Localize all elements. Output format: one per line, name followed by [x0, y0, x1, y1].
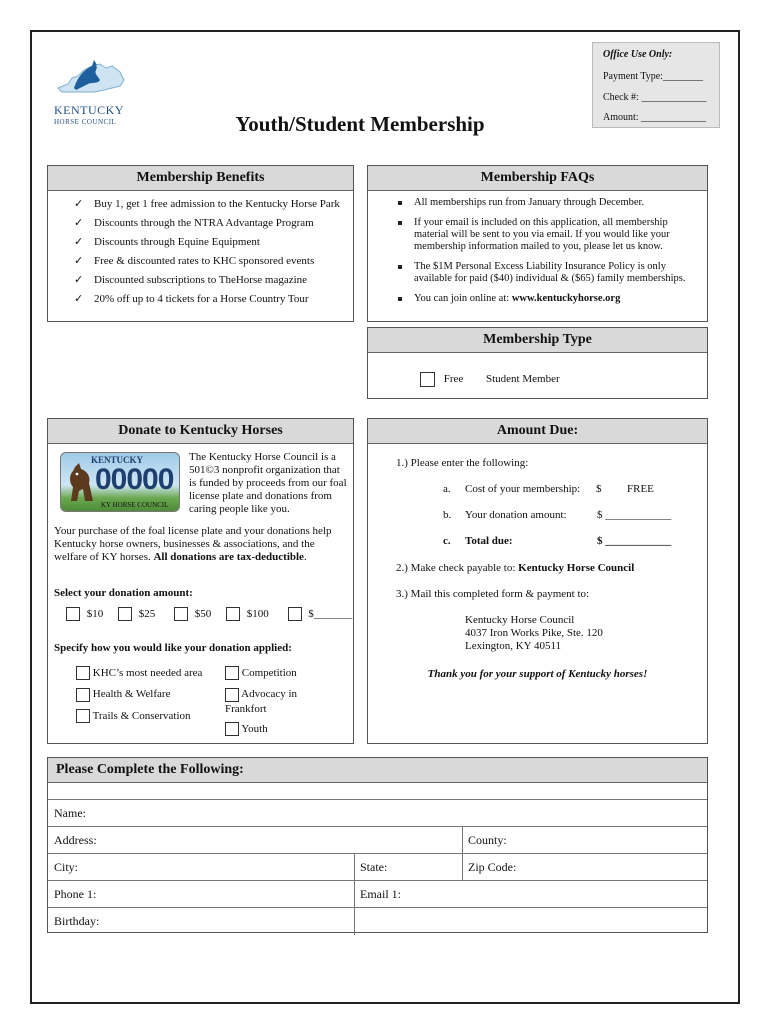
plate-number: 00000	[95, 463, 174, 496]
step-3: 3.) Mail this completed form & payment to:	[396, 588, 590, 600]
page-title: Youth/Student Membership	[235, 112, 485, 136]
youth-checkbox[interactable]	[225, 722, 239, 736]
zip-field[interactable]: Zip Code:	[462, 854, 707, 881]
amount-10-checkbox[interactable]	[66, 607, 80, 621]
line-b-label: b.	[443, 509, 452, 521]
phone-field[interactable]: Phone 1:	[54, 887, 97, 901]
horse-logo-icon	[54, 58, 126, 98]
amount-other-checkbox[interactable]	[288, 607, 302, 621]
membership-cost-label: Cost of your membership:	[465, 483, 581, 495]
name-field[interactable]: Name:	[54, 806, 86, 820]
donate-section	[47, 418, 354, 744]
logo-line2: HORSE COUNCIL	[54, 118, 117, 126]
use-options-left	[76, 666, 202, 723]
donate-heading: Donate to Kentucky Horses	[48, 419, 353, 444]
use-options-right	[225, 666, 297, 736]
faq-item: You can join online at: www.kentuckyhorse.org	[394, 293, 699, 305]
contact-info-section	[47, 757, 708, 933]
amount-due-section	[367, 418, 708, 744]
blank-cell	[354, 908, 707, 935]
amount-10-label: $10	[86, 607, 104, 620]
student-member-label: Student Member	[486, 373, 560, 385]
mailing-address: Kentucky Horse Council 4037 Iron Works Pike, Ste. 120 Lexington, KY 40511	[465, 614, 603, 652]
donation-amount-field[interactable]: $ ____________	[597, 509, 672, 521]
health-welfare-label: Health & Welfare	[92, 688, 171, 701]
birthday-row	[48, 907, 707, 935]
membership-benefits-section	[47, 165, 354, 322]
youth-label: Youth	[241, 722, 268, 735]
advocacy-label: Advocacy in	[241, 688, 298, 701]
city-row	[48, 853, 707, 881]
membership-type-section	[367, 327, 708, 399]
payment-type-field: Payment Type:________	[603, 71, 703, 82]
khc-needed-checkbox[interactable]	[76, 666, 90, 680]
line-a-label: a.	[443, 483, 451, 495]
competition-label: Competition	[241, 667, 297, 679]
membership-cost-value: FREE	[627, 483, 654, 495]
checkmark-icon: ✓	[74, 255, 84, 267]
checkmark-icon: ✓	[74, 293, 84, 305]
complete-heading: Please Complete the Following:	[48, 758, 707, 783]
trails-label: Trails & Conservation	[92, 709, 191, 722]
faqs-list	[394, 197, 699, 313]
plate-state: KENTUCKY	[91, 455, 144, 465]
amount-50-label: $50	[194, 607, 212, 620]
donation-amount-label: Your donation amount:	[465, 509, 567, 521]
thank-you-note: Thank you for your support of Kentucky horses!	[427, 668, 648, 680]
checkmark-icon: ✓	[74, 236, 84, 248]
address-row	[48, 826, 707, 854]
logo-line1: KENTUCKY	[54, 103, 124, 117]
benefit-item: ✓ Buy 1, get 1 free admission to the Kentucky Horse Park	[74, 198, 340, 210]
amount-other-field[interactable]: $_______	[308, 607, 353, 620]
amount-25-label: $25	[138, 607, 156, 620]
address-field[interactable]: Address:	[54, 833, 97, 847]
khc-logo	[54, 58, 126, 126]
donate-body: Your purchase of the foal license plate and your donations help Kentucky horse owners, businesses & associations, and the welfare of KY horses. All donations are tax-deductible.	[54, 525, 332, 563]
trails-checkbox[interactable]	[76, 709, 90, 723]
membership-cost-currency: $	[596, 483, 602, 495]
competition-checkbox[interactable]	[225, 666, 239, 680]
amount-100-label: $100	[246, 607, 269, 620]
benefits-heading: Membership Benefits	[48, 166, 353, 191]
benefit-item: ✓ Discounts through the NTRA Advantage Program	[74, 217, 314, 229]
county-field[interactable]: County:	[462, 827, 707, 854]
amount-50-checkbox[interactable]	[174, 607, 188, 621]
benefits-list	[72, 198, 342, 312]
amount-due-heading: Amount Due:	[368, 419, 707, 444]
khc-needed-label: KHC’s most needed area	[92, 667, 203, 679]
health-welfare-checkbox[interactable]	[76, 688, 90, 702]
checkmark-icon: ✓	[74, 217, 84, 229]
select-amount-label: Select your donation amount:	[54, 587, 193, 599]
faq-item: All memberships run from January through December.	[394, 197, 699, 209]
office-use-box	[592, 42, 720, 128]
checkmark-icon: ✓	[74, 198, 84, 210]
amount-25-checkbox[interactable]	[118, 607, 132, 621]
faq-item: If your email is included on this application, all membership material will be sent to you via email. If you would like your membership information mailed to you, please let us know.	[394, 217, 699, 253]
donate-intro: The Kentucky Horse Council is a 501©3 nonprofit organization that is funded by proceeds from our foal license plate and donations from caring people like you.	[189, 451, 347, 515]
phone-row	[48, 880, 707, 908]
free-option-label: Free	[443, 373, 464, 386]
check-number-field: Check #: _____________	[603, 92, 707, 103]
amount-options	[66, 607, 352, 621]
advocacy-checkbox[interactable]	[225, 688, 239, 702]
advocacy-label-line2: Frankfort	[225, 702, 267, 715]
faqs-heading: Membership FAQs	[368, 166, 707, 191]
foal-license-plate	[60, 452, 180, 512]
benefit-item: ✓ Discounts through Equine Equipment	[74, 236, 260, 248]
plate-footer: KY HORSE COUNCIL	[101, 501, 169, 509]
benefit-item: ✓ Discounted subscriptions to TheHorse magazine	[74, 274, 308, 286]
total-due-field[interactable]: $ ____________	[597, 535, 672, 547]
total-due-label: Total due:	[465, 535, 513, 547]
name-row	[48, 799, 707, 827]
email-field[interactable]: Email 1:	[354, 881, 707, 908]
office-use-title: Office Use Only:	[603, 49, 673, 60]
step-2: 2.) Make check payable to: Kentucky Horse Council	[396, 562, 635, 574]
checkmark-icon: ✓	[74, 274, 84, 286]
specify-use-label: Specify how you would like your donation applied:	[54, 642, 292, 654]
line-c-label: c.	[443, 535, 451, 547]
birthday-field[interactable]: Birthday:	[54, 914, 100, 928]
faq-item: The $1M Personal Excess Liability Insurance Policy is only available for paid ($40) individual & ($65) family memberships.	[394, 261, 699, 285]
step-1: 1.) Please enter the following:	[396, 457, 529, 469]
office-amount-field: Amount: _____________	[603, 112, 707, 123]
free-checkbox[interactable]	[420, 372, 435, 387]
foal-icon	[65, 461, 99, 505]
state-field[interactable]: State:	[354, 854, 462, 881]
membership-faqs-section	[367, 165, 708, 322]
amount-100-checkbox[interactable]	[226, 607, 240, 621]
benefit-item: ✓ Free & discounted rates to KHC sponsored events	[74, 255, 315, 267]
city-field[interactable]: City:	[54, 860, 79, 874]
benefit-item: ✓ 20% off up to 4 tickets for a Horse Country Tour	[74, 293, 309, 305]
website-link[interactable]: www.kentuckyhorse.org	[511, 293, 621, 304]
membership-type-heading: Membership Type	[368, 328, 707, 353]
